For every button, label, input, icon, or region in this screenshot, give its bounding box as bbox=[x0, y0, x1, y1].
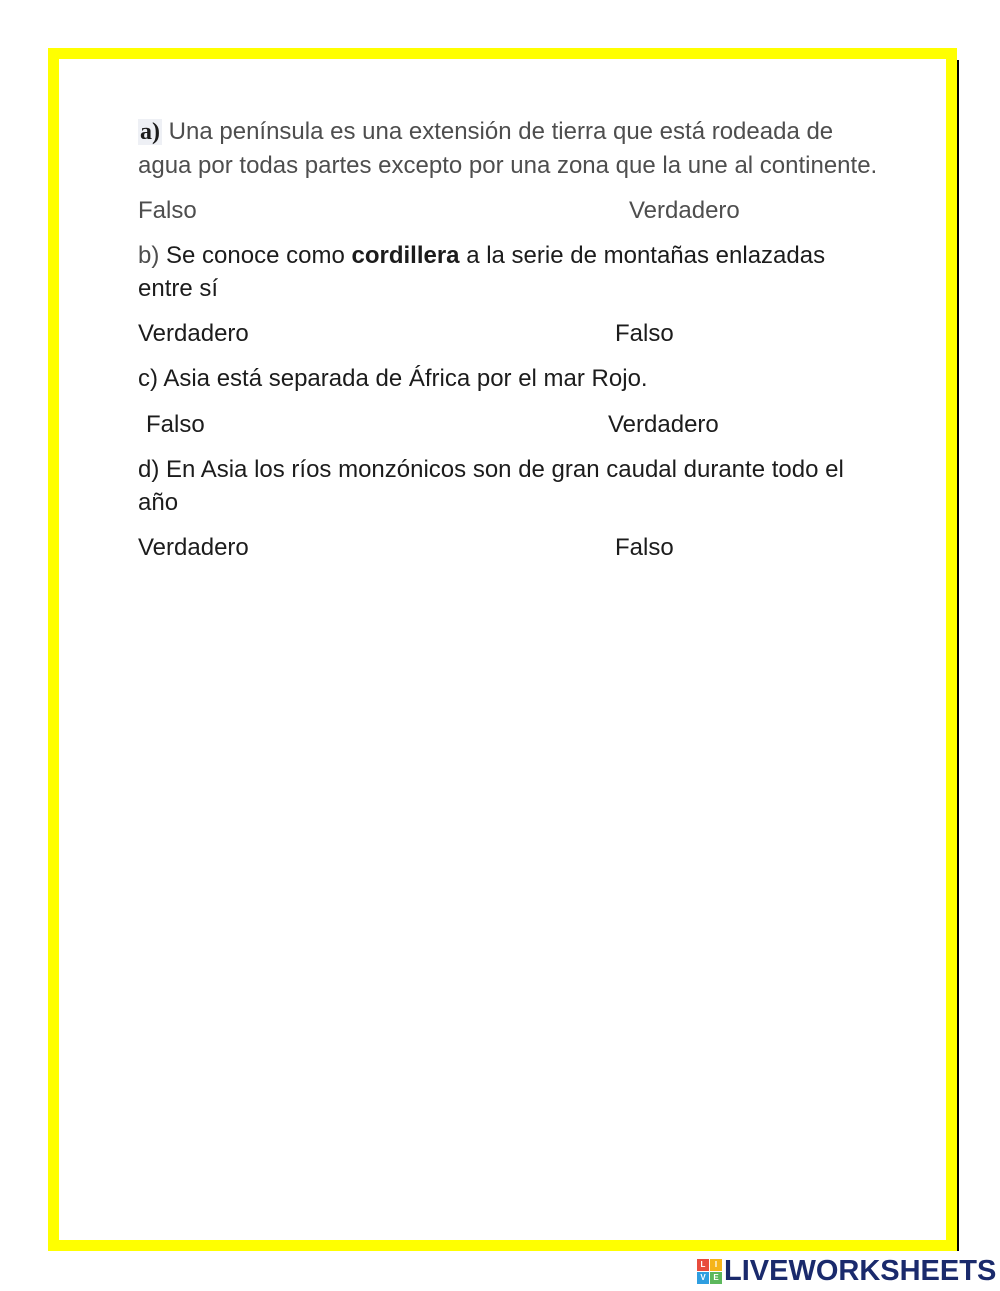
question-b-text-after: a la serie de montañas enlazadas entre sí bbox=[138, 242, 826, 302]
question-d-options bbox=[138, 531, 878, 564]
option-c-falso[interactable]: Falso bbox=[146, 411, 205, 438]
logo-text: LIVEWORKSHEETS bbox=[724, 1254, 997, 1287]
question-c-text: Asia está separada de África por el mar Rojo. bbox=[163, 365, 648, 392]
question-a-options bbox=[138, 194, 878, 227]
question-b-text-before: Se conoce como bbox=[166, 242, 345, 269]
question-d bbox=[138, 453, 878, 519]
logo-icon bbox=[697, 1259, 722, 1284]
question-b-label: b) bbox=[138, 242, 160, 269]
question-a-text: Una península es una extensión de tierra que está rodeada de agua por todas partes excepto por una zona que la une al continente. bbox=[138, 118, 878, 179]
option-b-verdadero[interactable]: Verdadero bbox=[138, 320, 249, 347]
question-b-options bbox=[138, 317, 878, 350]
option-a-verdadero[interactable]: Verdadero bbox=[629, 197, 740, 224]
option-b-falso[interactable]: Falso bbox=[615, 320, 674, 347]
question-d-text: En Asia los ríos monzónicos son de gran caudal durante todo el año bbox=[138, 456, 844, 516]
question-b bbox=[138, 239, 878, 305]
logo-icon-letter: E bbox=[710, 1272, 722, 1284]
question-d-label: d) bbox=[138, 456, 160, 483]
option-d-verdadero[interactable]: Verdadero bbox=[138, 534, 249, 561]
logo-icon-letter: L bbox=[697, 1259, 709, 1271]
worksheet-content bbox=[138, 113, 878, 564]
liveworksheets-logo bbox=[697, 1254, 996, 1288]
logo-icon-letter: I bbox=[710, 1259, 722, 1271]
question-c bbox=[138, 362, 878, 395]
question-b-bold-term: cordillera bbox=[351, 242, 460, 269]
question-c-options bbox=[138, 408, 878, 441]
option-a-falso[interactable]: Falso bbox=[138, 197, 197, 224]
option-d-falso[interactable]: Falso bbox=[615, 534, 674, 561]
question-a bbox=[138, 115, 878, 182]
option-c-verdadero[interactable]: Verdadero bbox=[608, 411, 719, 438]
question-a-label: a) bbox=[140, 119, 160, 145]
logo-icon-letter: V bbox=[697, 1272, 709, 1284]
question-c-label: c) bbox=[138, 365, 158, 392]
